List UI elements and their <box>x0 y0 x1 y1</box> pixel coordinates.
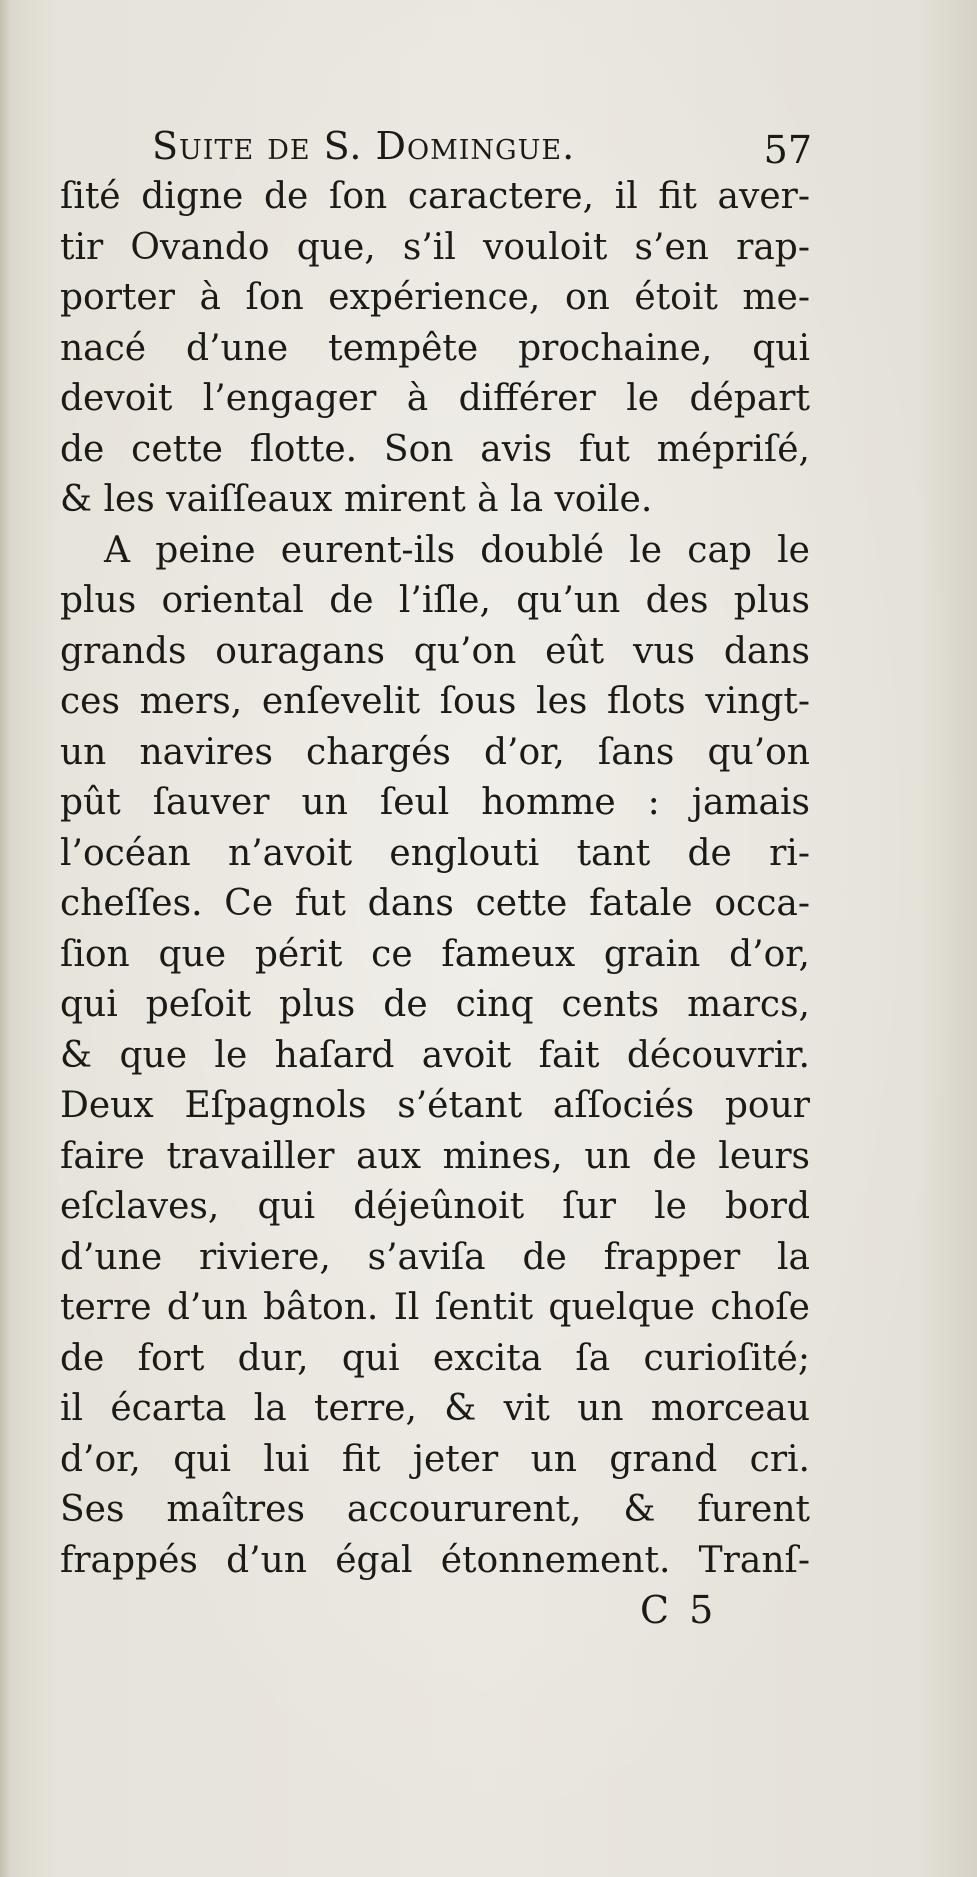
text-line: grands ouragans qu’on eût vus dans <box>60 630 810 672</box>
text-line: nacé d’une tempête prochaine, qui <box>60 327 810 369</box>
text-line: ſion que périt ce fameux grain d’or, <box>60 933 810 975</box>
text-line: Deux Eſpagnols s’étant aſſociés pour <box>60 1085 810 1126</box>
body-text <box>60 172 810 1586</box>
text-line: de fort dur, qui excita ſa curioſité; <box>60 1337 810 1379</box>
text-line: tir Ovando que, s’il vouloit s’en rap- <box>60 226 810 268</box>
text-line: ces mers, enſevelit ſous les flots vingt- <box>60 681 810 722</box>
text-line: qui peſoit plus de cinq cents marcs, <box>60 984 810 1025</box>
text-line: eſclaves, qui déjeûnoit ſur le bord <box>60 1186 810 1227</box>
text-line: frappés d’un égal étonnement. Tranſ- <box>60 1539 810 1581</box>
text-line: Ses maîtres accoururent, & furent <box>60 1489 810 1530</box>
text-line: & les vaiſſeaux mirent à la voile. <box>60 479 653 520</box>
text-line: devoit l’engager à différer le départ <box>60 378 810 419</box>
text-line: faire travailler aux mines, un de leurs <box>60 1135 810 1177</box>
running-head <box>152 124 812 176</box>
text-line: terre d’un bâton. Il ſentit quelque choſe <box>60 1287 810 1328</box>
text-line: il écarta la terre, & vit un morceau <box>60 1388 810 1429</box>
running-head-title: Suite de S. Domingue. <box>152 124 576 168</box>
page-number: 57 <box>763 128 812 172</box>
text-line: plus oriental de l’iſle, qu’un des plus <box>60 580 810 621</box>
text-line: d’une riviere, s’aviſa de frapper la <box>60 1236 810 1278</box>
paragraph-start-line: A peine eurent-ils doublé le cap le <box>104 529 810 571</box>
text-line: porter à ſon expérience, on étoit me- <box>60 277 810 318</box>
text-line: cheſſes. Ce fut dans cette fatale occa- <box>60 883 810 924</box>
text-line: l’océan n’avoit englouti tant de ri- <box>60 832 810 874</box>
signature-mark: C 5 <box>640 1588 718 1632</box>
text-line: de cette flotte. Son avis fut mépriſé, <box>60 428 810 470</box>
text-line: un navires chargés d’or, ſans qu’on <box>60 731 810 773</box>
page-edge-shadow <box>0 0 10 1877</box>
text-line: ſité digne de ſon caractere, il fit aver- <box>60 176 810 217</box>
text-line: pût ſauver un ſeul homme : jamais <box>60 782 810 823</box>
text-line: & que le haſard avoit fait découvrir. <box>60 1034 810 1076</box>
text-line: d’or, qui lui fit jeter un grand cri. <box>60 1438 810 1480</box>
